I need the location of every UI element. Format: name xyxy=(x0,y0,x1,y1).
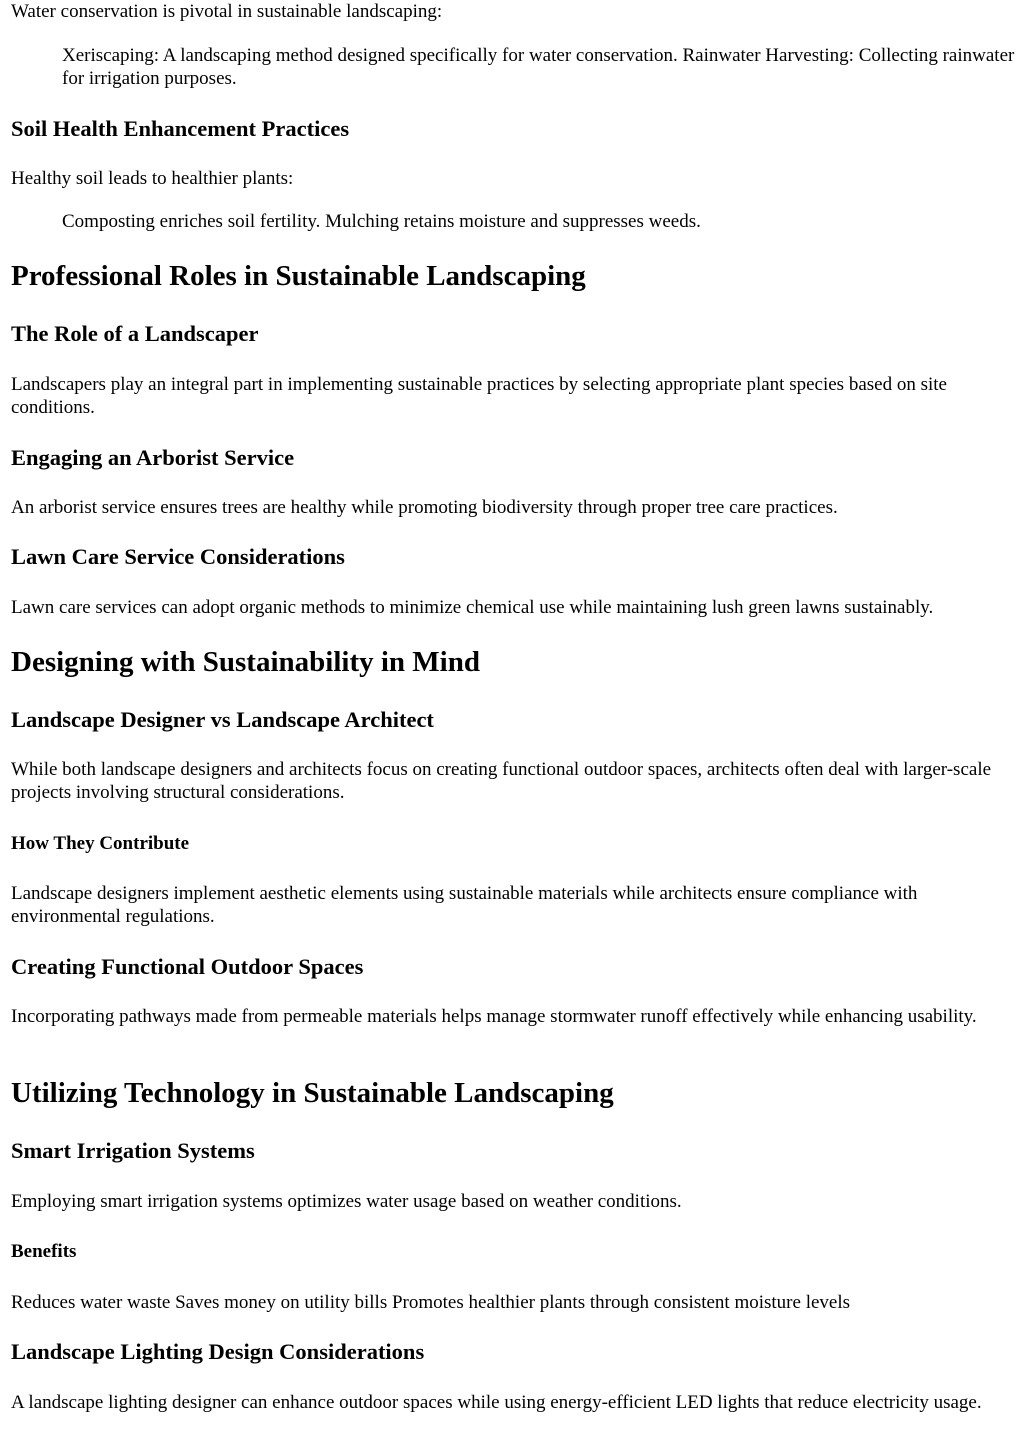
heading-benefits: Benefits xyxy=(11,1241,77,1262)
heading-professional-roles: Professional Roles in Sustainable Landscaping xyxy=(11,260,586,292)
paragraph-functional-spaces: Incorporating pathways made from permeable materials helps manage stormwater runoff effectively while enhancing usability. xyxy=(11,1006,977,1027)
heading-smart-irrigation: Smart Irrigation Systems xyxy=(11,1138,255,1163)
heading-how-they-contribute: How They Contribute xyxy=(11,833,190,854)
paragraph-designer-vs-architect: While both landscape designers and architects focus on creating functional outdoor spaces, architects often deal with larger-scale projects involving structural considerations. xyxy=(11,759,992,803)
blockquote-water-methods: Xeriscaping: A landscaping method designed specifically for water conservation. Rainwater Harvesting: Collecting rainwater for irrigation purposes. xyxy=(62,45,1015,89)
paragraph-benefits: Reduces water waste Saves money on utility bills Promotes healthier plants through consistent moisture levels xyxy=(11,1292,851,1313)
paragraph-smart-irrigation: Employing smart irrigation systems optimizes water usage based on weather conditions. xyxy=(11,1191,682,1212)
heading-lawn-care: Lawn Care Service Considerations xyxy=(11,544,345,569)
heading-soil-health: Soil Health Enhancement Practices xyxy=(11,116,350,141)
heading-arborist-service: Engaging an Arborist Service xyxy=(11,445,295,470)
heading-lighting-design: Landscape Lighting Design Considerations xyxy=(11,1339,425,1364)
paragraph-lighting-design: A landscape lighting designer can enhance outdoor spaces while using energy-efficient LED lights that reduce electricity usage. xyxy=(11,1392,982,1413)
heading-utilizing-technology: Utilizing Technology in Sustainable Landscaping xyxy=(11,1077,614,1109)
paragraph-how-they-contribute: Landscape designers implement aesthetic elements using sustainable materials while architects ensure compliance with environmental regulations. xyxy=(11,883,918,927)
paragraph-arborist-service: An arborist service ensures trees are healthy while promoting biodiversity through proper tree care practices. xyxy=(11,497,838,518)
blockquote-soil-methods: Composting enriches soil fertility. Mulching retains moisture and suppresses weeds. xyxy=(62,211,701,232)
heading-landscaper-role: The Role of a Landscaper xyxy=(11,321,259,346)
paragraph-landscaper-role: Landscapers play an integral part in implementing sustainable practices by selecting appropriate plant species based on site conditions. xyxy=(11,374,947,418)
heading-designer-vs-architect: Landscape Designer vs Landscape Architect xyxy=(11,707,434,732)
paragraph-lawn-care: Lawn care services can adopt organic methods to minimize chemical use while maintaining lush green lawns sustainably. xyxy=(11,597,934,618)
heading-functional-spaces: Creating Functional Outdoor Spaces xyxy=(11,954,364,979)
heading-designing-sustainability: Designing with Sustainability in Mind xyxy=(11,646,480,678)
intro-healthy-soil: Healthy soil leads to healthier plants: xyxy=(11,168,294,189)
intro-water-conservation: Water conservation is pivotal in sustainable landscaping: xyxy=(11,1,443,22)
